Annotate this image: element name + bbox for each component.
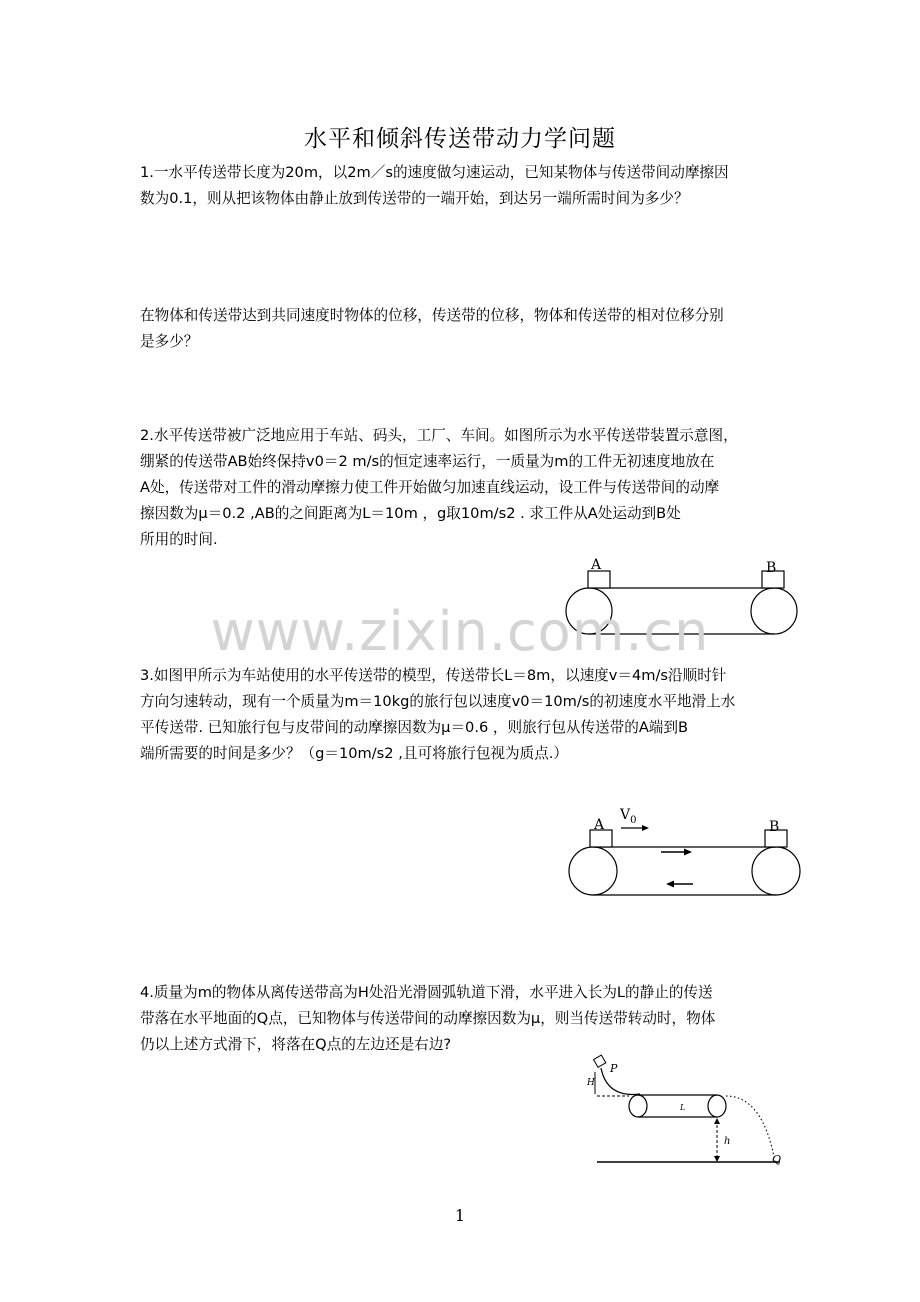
- question-4-text: [140, 980, 785, 1058]
- question-2-line: 绷紧的传送带AB始终保持v0＝2 m/s的恒定速率运行，一质量为m的工件无初速度地放在: [140, 453, 715, 470]
- question-2-line: 所用的时间.: [140, 531, 218, 548]
- right-pulley: [752, 847, 800, 895]
- label-a: A: [591, 557, 602, 573]
- question-3-line: 端所需要的时间是多少？（g＝10m/s2 ,且可将旅行包视为质点.）: [140, 745, 569, 762]
- question-3-line: 平传送带. 已知旅行包与皮带间的动摩擦因数为μ＝0.6 ，则旅行包从传送带的A端到B: [140, 719, 689, 736]
- question-3-line: 3.如图甲所示为车站使用的水平传送带的模型，传送带长L＝8m，以速度v＝4m/s沿顺时针: [140, 667, 727, 684]
- question-2-line: 2.水平传送带被广泛地应用于车站、码头，工厂、车间。如图所示为水平传送带装置示意图，: [140, 427, 738, 444]
- label-b: B: [769, 819, 780, 835]
- label-q: Q: [772, 1153, 782, 1166]
- question-1-followup-line: 是多少？: [140, 333, 199, 350]
- label-h-upper: H: [587, 1078, 595, 1088]
- question-1-text: [140, 160, 785, 212]
- question-4-line: 带落在水平地面的Q点，已知物体与传送带间的动摩擦因数为μ，则当传送带转动时，物体: [140, 1010, 716, 1027]
- velocity-arrow-head: [642, 825, 649, 831]
- height-arrow-up: [714, 1118, 720, 1124]
- question-1-followup: [140, 303, 785, 355]
- page-title: 水平和倾斜传送带动力学问题: [304, 126, 616, 152]
- question-2-text: [140, 423, 785, 553]
- label-h-lower: h: [724, 1136, 731, 1147]
- label-b: B: [766, 560, 777, 576]
- curved-track-conveyor-figure: [585, 1052, 790, 1170]
- question-1-line: 数为0.1，则从把该物体由静止放到传送带的一端开始，到达另一端所需时间为多少？: [140, 190, 689, 207]
- conveyor-figure-q3: [563, 802, 808, 897]
- belt-direction-arrow-bottom-head: [666, 881, 674, 888]
- conveyor-left-roller: [629, 1095, 647, 1117]
- question-1-followup-line: 在物体和传送带达到共同速度时物体的位移，传送带的位移，物体和传送带的相对位移分别: [140, 307, 724, 324]
- left-pulley: [569, 847, 617, 895]
- sliding-block: [594, 1055, 606, 1067]
- question-3-line: 方向匀速转动，现有一个质量为m＝10kg的旅行包以速度v0＝10m/s的初速度水平地滑上水: [140, 693, 736, 710]
- question-3-text: [140, 663, 785, 767]
- projectile-trajectory: [726, 1096, 775, 1162]
- question-4-line: 仍以上述方式滑下，将落在Q点的左边还是右边?: [140, 1036, 452, 1053]
- question-2-line: A处，传送带对工件的滑动摩擦力使工件开始做匀加速直线运动，设工件与传送带间的动摩: [140, 479, 720, 496]
- label-velocity: $V_0$: [620, 807, 637, 826]
- label-l: L: [680, 1103, 686, 1112]
- conveyor-right-roller: [708, 1095, 726, 1117]
- belt-direction-arrow-top-head: [684, 849, 692, 856]
- page-number: 1: [454, 1206, 466, 1225]
- watermark: www.zixin.com.cn: [210, 600, 710, 663]
- question-4-line: 4.质量为m的物体从离传送带高为H处沿光滑圆弧轨道下滑，水平进入长为L的静止的传送: [140, 984, 713, 1001]
- height-arrow-down: [714, 1156, 720, 1162]
- label-p: P: [610, 1062, 618, 1075]
- question-2-line: 擦因数为μ＝0.2 ,AB的之间距离为L＝10m ，g取10m/s2 . 求工件从A处运动到B处: [140, 505, 681, 522]
- block-a: [588, 571, 610, 588]
- label-a: A: [594, 817, 605, 833]
- question-1-line: 1.一水平传送带长度为20m，以2m／s的速度做匀速运动，已知某物体与传送带间动摩擦因: [140, 164, 729, 181]
- arc-track: [601, 1068, 640, 1094]
